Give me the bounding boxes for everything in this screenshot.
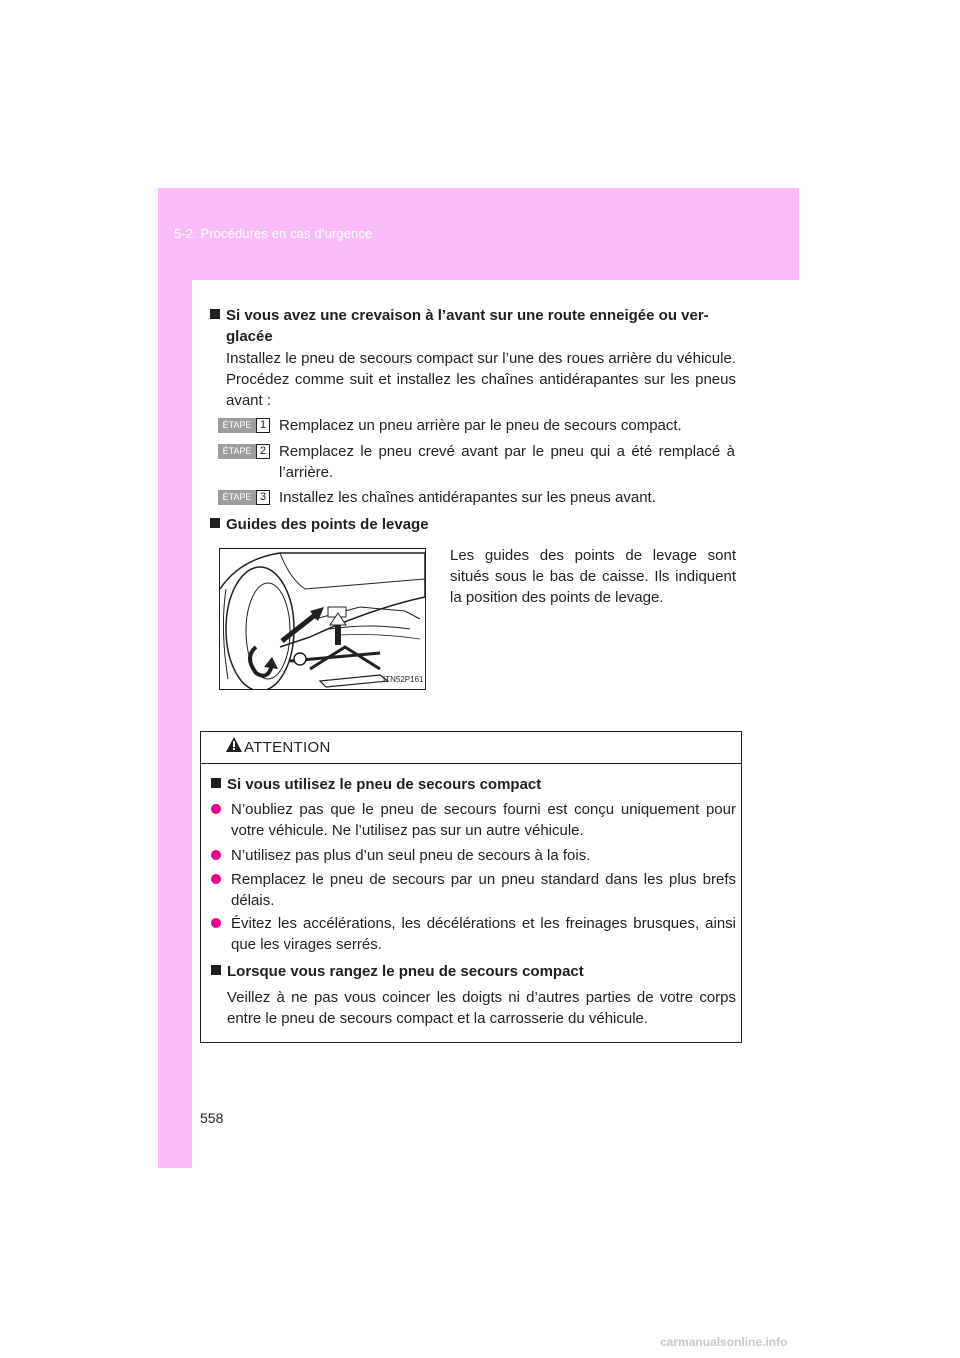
warning-header	[201, 732, 741, 764]
intro-paragraph: Installez le pneu de secours compact sur l’une des roues arrière du véhicule. Procédez comme suit et installez les chaînes antidérapantes sur les pneus avant :	[226, 350, 736, 409]
warning-bullet: N’oubliez pas que le pneu de secours fourni est conçu uniquement pour votre véhicule. Ne l’utilisez pas sur un autre véhicule.	[211, 799, 736, 841]
warning-title-spare-storage: Lorsque vous rangez le pneu de secours compact	[211, 961, 584, 982]
step-text-1: Remplacez un pneu arrière par le pneu de secours compact.	[279, 417, 682, 434]
page-number: 558	[200, 1110, 224, 1126]
step-text-3: Installez les chaînes antidérapantes sur les pneus avant.	[279, 489, 656, 506]
warning-title-spare-use: Si vous utilisez le pneu de secours compact	[211, 774, 541, 795]
warning-bullet: N’utilisez pas plus d’un seul pneu de secours à la fois.	[211, 845, 736, 866]
side-band	[158, 188, 192, 1168]
square-bullet-icon	[211, 778, 221, 788]
illustration-code: ITN52P161	[383, 675, 424, 684]
step-badge-2: ÉTAPE 2	[218, 444, 270, 459]
step-badge-3: ÉTAPE 3	[218, 490, 270, 505]
square-bullet-icon	[210, 518, 220, 528]
warning-label: ATTENTION	[244, 739, 331, 756]
bullet-dot-icon	[211, 874, 221, 884]
bullet-dot-icon	[211, 804, 221, 814]
section-header: 5-2. Procédures en cas d’urgence	[174, 226, 373, 241]
section-title-front-puncture: Si vous avez une crevaison à l’avant sur une route enneigée ou ver- glacée	[210, 305, 740, 347]
watermark: carmanualsonline.info	[660, 1335, 788, 1349]
square-bullet-icon	[210, 309, 220, 319]
warning-bullet: Remplacez le pneu de secours par un pneu standard dans les plus brefs délais.	[211, 869, 736, 911]
warning-storage-paragraph: Veillez à ne pas vous coincer les doigts ni d’autres parties de votre corps entre le pneu de secours compact et la carrosserie du véhicule.	[227, 989, 736, 1027]
warning-triangle-icon	[226, 737, 242, 752]
section-title-jack-points: Guides des points de levage	[210, 514, 740, 535]
bullet-dot-icon	[211, 850, 221, 860]
step-text-2: Remplacez le pneu crevé avant par le pneu qui a été remplacé à l’arrière.	[279, 443, 735, 481]
jack-point-illustration	[219, 548, 426, 690]
step-badge-1: ÉTAPE 1	[218, 418, 270, 433]
warning-bullet: Évitez les accélérations, les décélérations et les freinages brusques, ainsi que les virages serrés.	[211, 913, 736, 955]
bullet-dot-icon	[211, 918, 221, 928]
square-bullet-icon	[211, 965, 221, 975]
car-jack-drawing	[220, 549, 425, 689]
warning-box	[200, 731, 742, 1043]
jack-points-paragraph: Les guides des points de levage sont situés sous le bas de caisse. Ils indiquent la position des points de levage.	[450, 547, 736, 606]
